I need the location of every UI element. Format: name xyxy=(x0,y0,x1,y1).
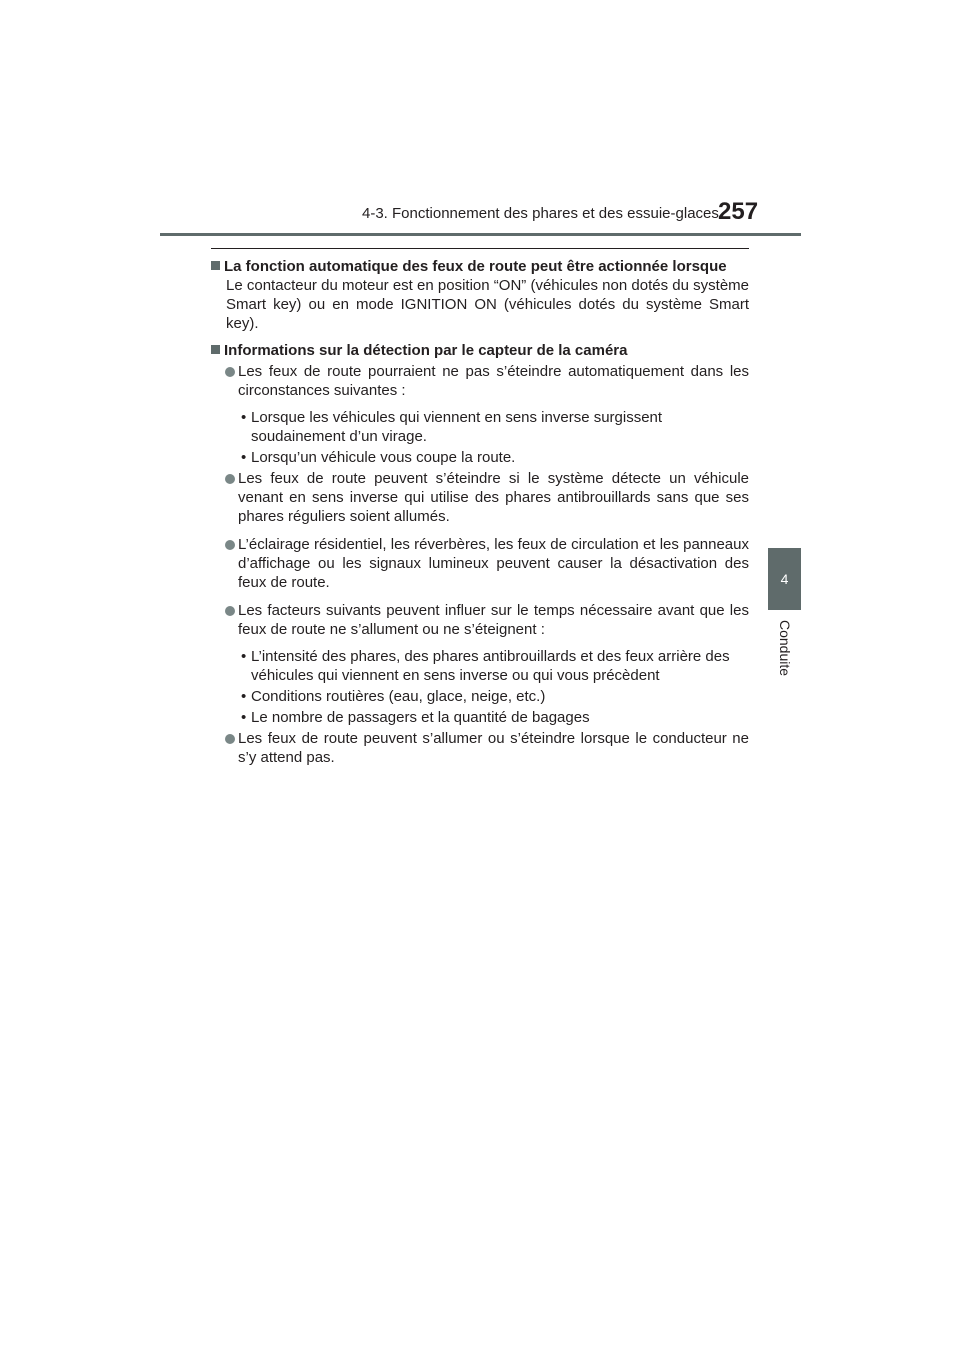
section-heading xyxy=(211,257,749,276)
list-item xyxy=(211,535,749,592)
sub-list-item xyxy=(211,448,749,467)
sub-list-item xyxy=(211,708,749,727)
section-heading-text: Informations sur la détection par le capteur de la caméra xyxy=(224,342,628,359)
sub-list-item xyxy=(211,408,749,446)
round-bullet-icon xyxy=(225,540,235,550)
sub-list-item-text: Lorsqu’un véhicule vous coupe la route. xyxy=(251,449,516,466)
content-rule xyxy=(211,248,749,249)
round-bullet-icon xyxy=(225,474,235,484)
sub-list-item xyxy=(211,647,749,685)
list-item-text: L’éclairage résidentiel, les réverbères, les feux de circulation et les panneaux d’affichage ou les signaux lumineux peuvent causer la désactivation des feux de route. xyxy=(238,536,749,591)
sub-list-item-text: Lorsque les véhicules qui viennent en sens inverse surgissent soudainement d’un virage. xyxy=(251,409,663,445)
sub-list xyxy=(211,647,749,727)
list-item xyxy=(211,469,749,526)
list-item-text: Les feux de route pourraient ne pas s’éteindre automatiquement dans les circonstances suivantes : xyxy=(238,363,749,399)
round-bullet-icon xyxy=(225,367,235,377)
header-rule xyxy=(160,233,801,236)
round-bullet-icon xyxy=(225,606,235,616)
list-item xyxy=(211,362,749,400)
list-item xyxy=(211,601,749,639)
round-bullet-icon xyxy=(225,734,235,744)
list-item-text: Les feux de route peuvent s’éteindre si le système détecte un véhicule venant en sens inverse qui utilise des phares antibrouillards sans que ses phares réguliers soient allumés. xyxy=(238,470,749,525)
section-heading-text: La fonction automatique des feux de route peut être actionnée lorsque xyxy=(224,258,727,275)
section-heading xyxy=(211,341,749,360)
sub-bullet-marker: • xyxy=(241,449,247,466)
sub-list-item-text: L’intensité des phares, des phares antibrouillards et des feux arrière des véhicules qui viennent en sens inverse ou qui vous précèdent xyxy=(251,648,730,684)
chapter-tab[interactable]: 4 xyxy=(768,548,801,610)
sub-bullet-marker: • xyxy=(241,709,247,726)
list-item-text: Les facteurs suivants peuvent influer sur le temps nécessaire avant que les feux de route ne s’allument ou ne s’éteignent : xyxy=(238,602,749,638)
content-body xyxy=(211,255,749,767)
sub-list xyxy=(211,408,749,467)
running-header: 4-3. Fonctionnement des phares et des essuie-glaces xyxy=(362,205,719,222)
list-item-text: Les feux de route peuvent s’allumer ou s’éteindre lorsque le conducteur ne s’y attend pas. xyxy=(238,730,749,766)
paragraph: Le contacteur du moteur est en position “ON” (véhicules non dotés du système Smart key) ou en mode IGNITION ON (véhicules dotés du système Smart key). xyxy=(226,277,749,332)
list-item xyxy=(211,729,749,767)
square-bullet-icon xyxy=(211,345,220,354)
square-bullet-icon xyxy=(211,261,220,270)
page-number: 257 xyxy=(718,198,759,225)
chapter-label: Conduite xyxy=(777,620,793,677)
sub-bullet-marker: • xyxy=(241,648,247,665)
sub-bullet-marker: • xyxy=(241,688,247,705)
sub-list-item xyxy=(211,687,749,706)
sub-bullet-marker: • xyxy=(241,409,247,426)
sub-list-item-text: Conditions routières (eau, glace, neige, etc.) xyxy=(251,688,546,705)
sub-list-item-text: Le nombre de passagers et la quantité de bagages xyxy=(251,709,590,726)
